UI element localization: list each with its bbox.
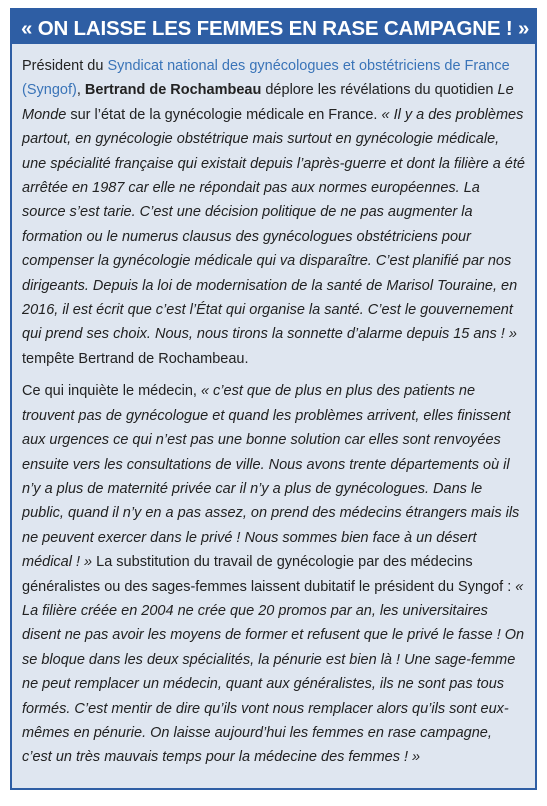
article-body (12, 44, 535, 770)
p1-comma: , (76, 82, 85, 99)
p2-quote-1: « c’est que de plus en plus des patients ne trouvent pas de gynécologue et quand les problèmes arrivent, elles finissent aux urgences ce qui n’est pas une bonne solution car elles sont renvoyées ensuite vers les consultations de ville. Nous avons trente départements où il n’y a plus de maternité privée car il n’y a plus de gynécologues. Dans le public, quand il n’y en a pas assez, on prend des médecins étrangers mais ils ne peuvent exercer dans le privé ! Nous sommes bien face à un désert médical ! » (22, 383, 520, 571)
newspaper-name: Le Monde (22, 82, 514, 123)
box-title: « ON LAISSE LES FEMMES EN RASE CAMPAGNE ! » (12, 10, 535, 44)
p1-quote: « Il y a des problèmes partout, en gynécologie obstétrique mais surtout en gynécologie médicale, une spécialité française qui existait depuis l’après-guerre et dont la filière a été arrêtée en 1987 car elle ne répondait pas aux normes européennes. La source s’est tarie. C’est une décision politique de ne pas augmenter la formation ou le numerus clausus des gynécologues obstétriciens pour compenser la gynécologie médicale qui va disparaître. C’est planifié par nos dirigeants. Depuis la loi de modernisation de la santé de Marisol Touraine, en 2016, il est écrit que c’est l’État qui organise la santé. C’est le gouvernement qui prend ses choix. Nous, nous tirons la sonnette d’alarme depuis 15 ans ! » (22, 106, 525, 343)
article-box (10, 8, 537, 790)
syngof-link[interactable]: Syndicat national des gynécologues et obstétriciens de France (Syngof) (22, 58, 510, 99)
paragraph-1 (22, 54, 525, 371)
p2-mid: La substitution du travail de gynécologie par des médecins généralistes ou des sages-femmes laissent dubitatif le président du Syngof : (22, 554, 516, 595)
paragraph-2 (22, 379, 525, 770)
person-name: Bertrand de Rochambeau (84, 82, 262, 99)
p1-end: tempête Bertrand de Rochambeau. (22, 350, 249, 367)
p1-mid2: sur l’état de la gynécologie médicale en France. (66, 106, 382, 123)
p2-intro: Ce qui inquiète le médecin, (22, 383, 201, 400)
p1-mid: déplore les révélations du quotidien (261, 82, 498, 99)
p2-quote-2: « La filière créée en 2004 ne crée que 20 promos par an, les universitaires disent ne pas avoir les moyens de former et refusent que le privé le fasse ! On se bloque dans les deux spécialités, la pénurie est bien là ! Une sage-femme ne peut remplacer un médecin, quant aux généralistes, ils ne sont pas tous formés. C’est mentir de dire qu’ils vont nous remplacer alors qu’ils sont eux-mêmes en pénurie. On laisse aujourd’hui les femmes en rase campagne, c’est un très mauvais temps pour la médecine des femmes ! » (22, 578, 525, 766)
p1-intro: Président du (22, 58, 108, 74)
